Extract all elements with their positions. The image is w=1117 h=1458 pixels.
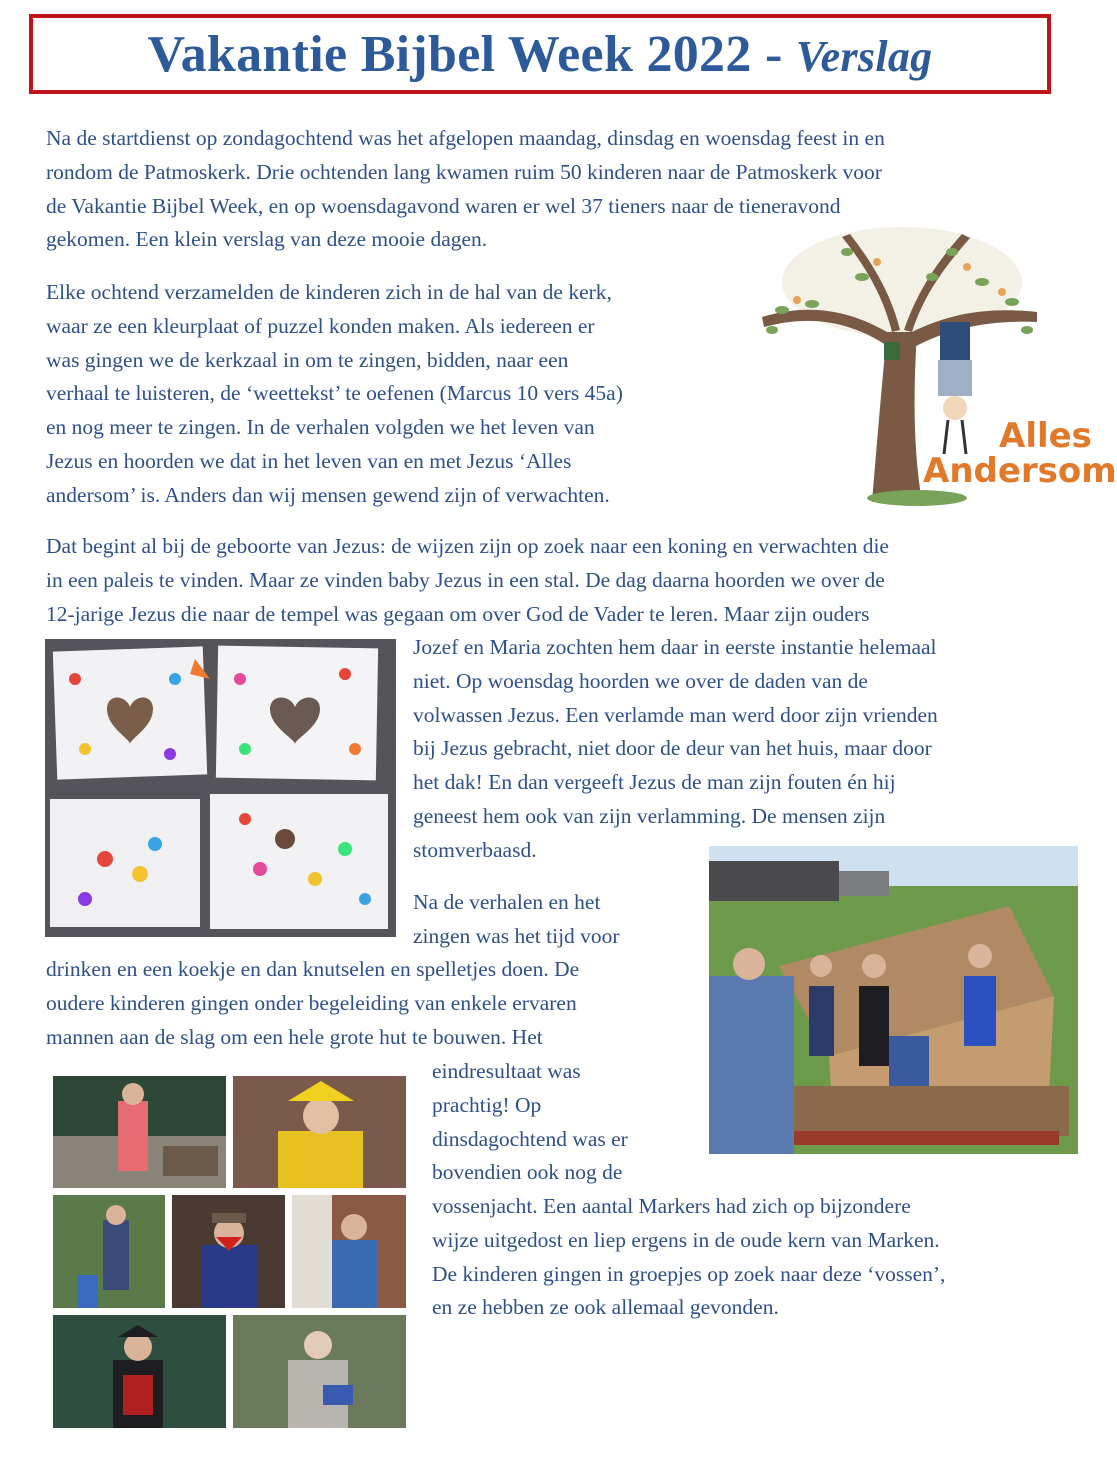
text-line: drinken en een koekje en dan knutselen en spelletjes doen. De	[46, 957, 580, 981]
title-banner	[29, 14, 1051, 94]
text-line: bovendien ook nog de	[432, 1160, 623, 1185]
text-line: volwassen Jezus. Een verlamde man werd door zijn vrienden	[413, 702, 938, 727]
fox-collage-photo-7	[233, 1315, 406, 1428]
text-line: en nog meer te zingen. In de verhalen volgden we het leven van	[46, 415, 595, 440]
text-line: zingen was het tijd voor	[413, 923, 620, 948]
paragraph-stories	[46, 530, 889, 631]
text-line: Na de startdienst op zondagochtend was het afgelopen maandag, dinsdag en woensdag feest in en	[46, 126, 885, 150]
fox-collage-photo-4	[172, 1195, 285, 1308]
text-line: niet. Op woensdag hoorden we over de daden van de	[413, 668, 868, 693]
title-subtitle: Verslag	[795, 31, 933, 81]
text-line: De kinderen gingen in groepjes op zoek naar deze ‘vossen’,	[432, 1261, 946, 1286]
text-line: was gingen we de kerkzaal in om te zingen, bidden, naar een	[46, 347, 569, 372]
text-line: rondom de Patmoskerk. Drie ochtenden lang kwamen ruim 50 kinderen naar de Patmoskerk voor	[46, 159, 882, 184]
text-line: verhaal te luisteren, de ‘weettekst’ te oefenen (Marcus 10 vers 45a)	[46, 381, 623, 406]
fox-collage-photo-5	[292, 1195, 406, 1308]
text-line: stomverbaasd.	[413, 837, 537, 862]
text-line: prachtig! Op	[432, 1092, 542, 1117]
text-line: Dat begint al bij de geboorte van Jezus: de wijzen zijn op zoek naar een koning en verwachten die	[46, 534, 889, 558]
hut-image	[709, 846, 1078, 1154]
text-line: oudere kinderen gingen onder begeleiding van enkele ervaren	[46, 990, 577, 1015]
text-line: de Vakantie Bijbel Week, en op woensdagavond waren er wel 37 tieners naar de tieneravond	[46, 193, 841, 218]
fox-collage-photo-2	[233, 1076, 406, 1188]
text-line: bij Jezus gebracht, niet door de deur van het huis, maar door	[413, 736, 932, 761]
fox-collage-photo-3	[53, 1195, 165, 1308]
crafts-photo	[45, 639, 396, 937]
paragraph-mornings	[46, 276, 623, 513]
text-line: wijze uitgedost en liep ergens in de oude kern van Marken.	[432, 1227, 940, 1252]
text-line: het dak! En dan vergeeft Jezus de man zijn fouten én hij	[413, 770, 896, 795]
logo-text-andersom: Andersom	[923, 451, 1117, 491]
paragraph-activities-continued	[46, 953, 579, 1054]
paragraph-activities	[413, 886, 620, 954]
fox-collage-photo-1	[53, 1076, 226, 1188]
text-line: vossenjacht. Een aantal Markers had zich op bijzondere	[432, 1194, 911, 1218]
text-line: Jezus en hoorden we dat in het leven van en met Jezus ‘Alles	[46, 448, 572, 473]
text-line: 12-jarige Jezus die naar de tempel was gegaan om over God de Vader te leren. Maar zijn ouders	[46, 601, 870, 626]
page-title	[148, 25, 933, 84]
text-line: Na de verhalen en het	[413, 890, 601, 914]
text-line: mannen aan de slag om een hele grote hut te bouwen. Het	[46, 1024, 543, 1049]
text-line: geneest hem ook van zijn verlamming. De mensen zijn	[413, 803, 886, 828]
logo-text-alles: Alles	[999, 416, 1092, 456]
title-main: Vakantie Bijbel Week 2022 -	[147, 25, 796, 83]
paragraph-fox-hunt	[432, 1190, 945, 1325]
fox-collage-photo-6	[53, 1315, 226, 1428]
text-line: waar ze een kleurplaat of puzzel konden maken. Als iedereen er	[46, 313, 595, 338]
paragraph-activities-narrow	[432, 1055, 628, 1190]
text-line: eindresultaat was	[432, 1059, 581, 1083]
hut-building-photo	[709, 846, 1078, 1154]
text-line: in een paleis te vinden. Maar ze vinden baby Jezus in een stal. De dag daarna hoorden we over de	[46, 567, 885, 592]
text-line: andersom’ is. Anders dan wij mensen gewend zijn of verwachten.	[46, 482, 610, 507]
text-line: gekomen. Een klein verslag van deze mooie dagen.	[46, 227, 488, 252]
text-line: en ze hebben ze ook allemaal gevonden.	[432, 1295, 779, 1320]
paragraph-stories-continued	[413, 631, 938, 868]
crafts-image	[45, 639, 396, 937]
text-line: Elke ochtend verzamelden de kinderen zich in de hal van de kerk,	[46, 280, 612, 304]
text-line: dinsdagochtend was er	[432, 1126, 628, 1151]
text-line: Jozef en Maria zochten hem daar in eerste instantie helemaal	[413, 635, 937, 659]
